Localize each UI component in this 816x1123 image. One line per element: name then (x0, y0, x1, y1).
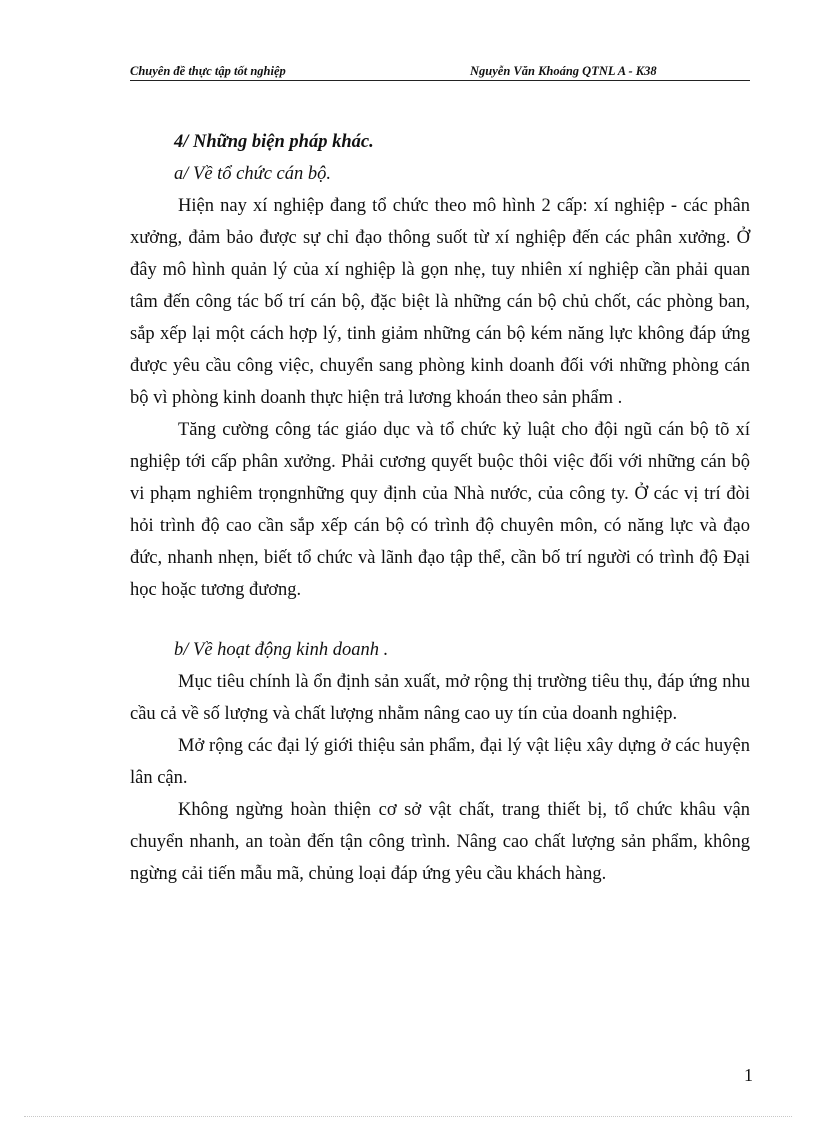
header-divider (130, 80, 750, 81)
subsection-a-title: a/ Về tổ chức cán bộ. (174, 164, 332, 184)
subsection-b-title: b/ Về hoạt động kinh doanh . (174, 640, 389, 660)
paragraph: Không ngừng hoàn thiện cơ sở vật chất, trang thiết bị, tổ chức khâu vận chuyển nhanh, an toàn đến tận công trình. Nâng cao chất lượng sản phẩm, không ngừng cải tiến mẫu mã, chủng loại đáp ứng yêu cầu khách hàng. (130, 800, 750, 884)
paragraph: Hiện nay xí nghiệp đang tổ chức theo mô hình 2 cấp: xí nghiệp - các phân xưởng, đảm bảo được sự chỉ đạo thông suốt từ xí nghiệp đến các phân xưởng. Ở đây mô hình quản lý của xí nghiệp là gọn nhẹ, tuy nhiên xí nghiệp cần phải quan tâm đến công tác bố trí cán bộ, đặc biệt là những cán bộ chủ chốt, các phòng ban, sắp xếp lại một cách hợp lý, tinh giảm những cán bộ kém năng lực không đáp ứng được yêu cầu công việc, chuyển sang phòng kinh doanh đối với những phòng cán bộ vì phòng kinh doanh thực hiện trả lương khoán theo sản phẩm . (130, 196, 750, 408)
section-spacer (130, 606, 750, 634)
header-author: Nguyễn Văn Khoáng QTNL A - K38 (470, 64, 657, 78)
section-heading: 4/ Những biện pháp khác. (174, 132, 374, 152)
footer-divider (24, 1116, 792, 1117)
document-body (130, 126, 750, 890)
paragraph: Mở rộng các đại lý giới thiệu sản phẩm, đại lý vật liệu xây dựng ở các huyện lân cận. (130, 736, 750, 788)
header-report-title: Chuyên đề thực tập tốt nghiệp (130, 64, 286, 78)
page-number: 1 (744, 1065, 753, 1085)
paragraph: Tăng cường công tác giáo dục và tổ chức kỷ luật cho đội ngũ cán bộ tõ xí nghiệp tới cấp phân xưởng. Phải cương quyết buộc thôi việc đối với những cán bộ vi phạm nghiêm trọngnhững quy định của Nhà nước, của công ty. Ở các vị trí đòi hỏi trình độ cao cần sắp xếp cán bộ có trình độ chuyên môn, có năng lực và đạo đức, nhanh nhẹn, biết tổ chức và lãnh đạo tập thể, cần bố trí người có trình độ Đại học hoặc tương đương. (130, 420, 750, 600)
page-header (130, 62, 750, 80)
paragraph: Mục tiêu chính là ổn định sản xuất, mở rộng thị trường tiêu thụ, đáp ứng nhu cầu cả về số lượng và chất lượng nhằm nâng cao uy tín của doanh nghiệp. (130, 672, 750, 724)
